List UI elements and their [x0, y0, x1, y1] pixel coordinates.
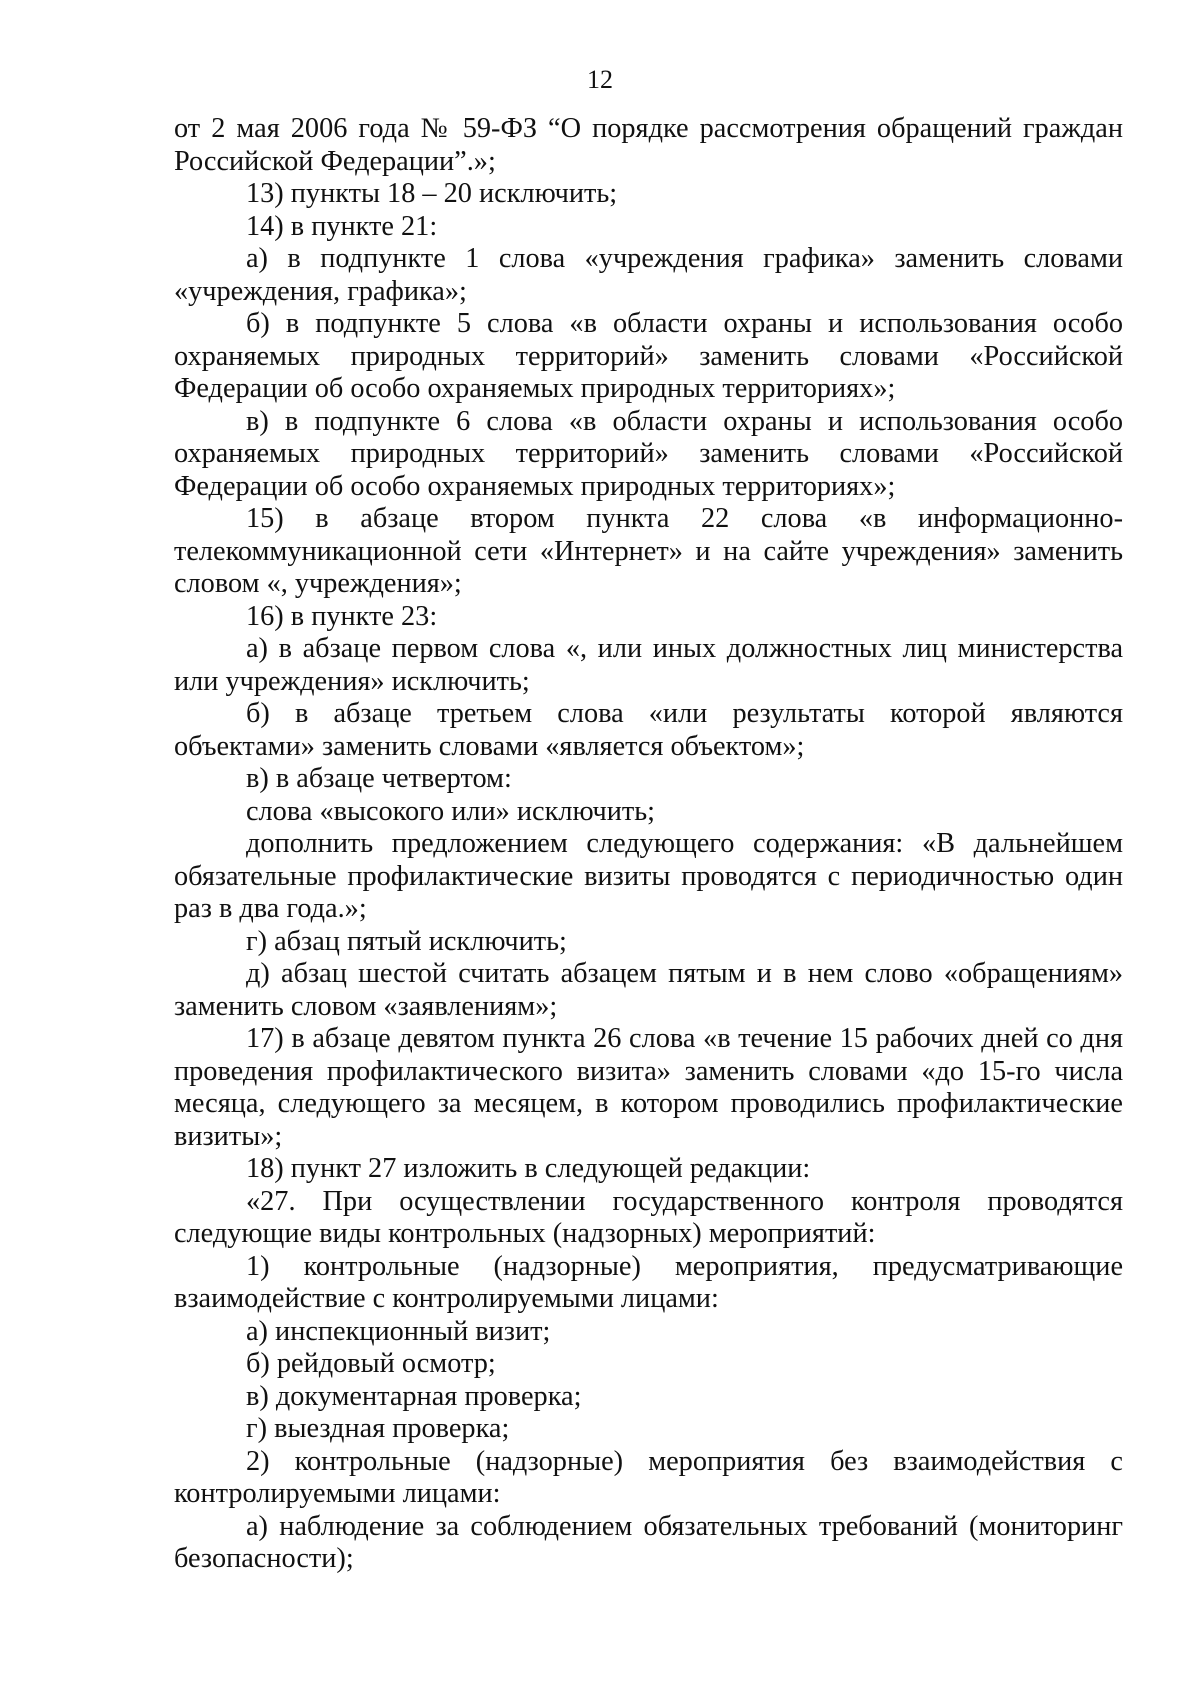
paragraph: а) в подпункте 1 слова «учреждения графика» заменить словами «учреждения, графика»; — [174, 243, 1123, 307]
paragraph: а) в абзаце первом слова «, или иных должностных лиц министерства или учреждения» исключить; — [174, 633, 1123, 697]
paragraph: в) документарная проверка; — [246, 1380, 582, 1412]
paragraph: 2) контрольные (надзорные) мероприятия без взаимодействия с контролируемыми лицами: — [174, 1445, 1123, 1509]
page-number: 12 — [587, 65, 613, 94]
paragraph: г) абзац пятый исключить; — [246, 925, 567, 957]
paragraph: слова «высокого или» исключить; — [246, 795, 656, 827]
paragraph: б) в абзаце третьем слова «или результаты которой являются объектами» заменить словами «является объектом»; — [174, 698, 1123, 762]
paragraph: 18) пункт 27 изложить в следующей редакции: — [246, 1153, 811, 1184]
paragraph: дополнить предложением следующего содержания: «В дальнейшем обязательные профилактические визиты проводятся с периодичностью один раз в два года.»; — [174, 828, 1123, 924]
paragraph: д) абзац шестой считать абзацем пятым и в нем слово «обращениям» заменить словом «заявлениям»; — [174, 958, 1123, 1022]
paragraph: 16) в пункте 23: — [246, 600, 438, 632]
paragraph: г) выездная проверка; — [246, 1413, 510, 1444]
paragraph: 1) контрольные (надзорные) мероприятия, предусматривающие взаимодействие с контролируемыми лицами: — [174, 1250, 1123, 1314]
paragraph: 15) в абзаце втором пункта 22 слова «в информационно-телекоммуникационной сети «Интернет» и на сайте учреждения» заменить словом «, учреждения»; — [174, 503, 1123, 599]
document-body — [174, 113, 1123, 1576]
paragraph: в) в абзаце четвертом: — [246, 763, 512, 794]
paragraph: б) в подпункте 5 слова «в области охраны и использования особо охраняемых природных территорий» заменить словами «Российской Федерации об особо охраняемых природных территориях»; — [174, 308, 1123, 404]
paragraph: «27. При осуществлении государственного контроля проводятся следующие виды контрольных (надзорных) мероприятий: — [174, 1185, 1123, 1249]
paragraph: от 2 мая 2006 года № 59-ФЗ “О порядке рассмотрения обращений граждан Российской Федерации”.»; — [174, 113, 1123, 177]
paragraph: б) рейдовый осмотр; — [246, 1348, 496, 1379]
paragraph: 14) в пункте 21: — [246, 210, 438, 242]
paragraph: 17) в абзаце девятом пункта 26 слова «в течение 15 рабочих дней со дня проведения профилактического визита» заменить словами «до 15-го числа месяца, следующего за месяцем, в котором проводились профилактические визиты»; — [174, 1023, 1123, 1152]
paragraph: 13) пункты 18 – 20 исключить; — [246, 178, 618, 209]
paragraph: а) наблюдение за соблюдением обязательных требований (мониторинг безопасности); — [174, 1510, 1123, 1574]
paragraph: а) инспекционный визит; — [246, 1315, 551, 1347]
paragraph: в) в подпункте 6 слова «в области охраны и использования особо охраняемых природных территорий» заменить словами «Российской Федерации об особо охраняемых природных территориях»; — [174, 405, 1123, 502]
